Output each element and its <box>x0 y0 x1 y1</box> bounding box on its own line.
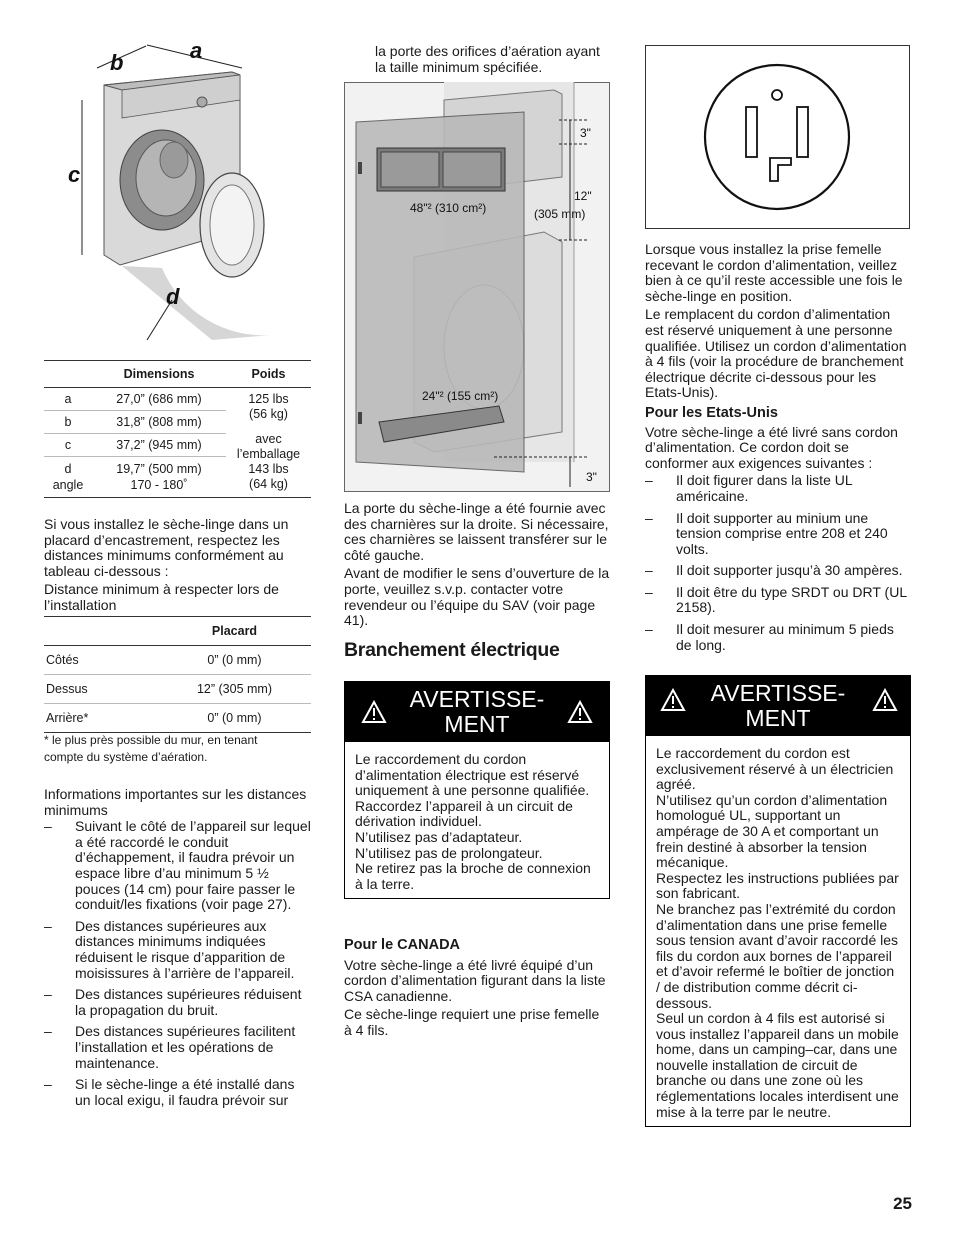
warning-header <box>646 676 910 736</box>
dim-header-blank <box>44 361 92 388</box>
dim-row-value-line: 170 - 180˚ <box>130 478 188 492</box>
warning-triangle-icon <box>660 688 686 712</box>
vent-upper-area: 48"² (310 cm²) <box>410 201 487 215</box>
placard-table <box>44 616 311 733</box>
us-requirement: – Il doit être du type SRDT ou DRT (UL 2158). <box>645 585 911 616</box>
dryer-dimensions-figure <box>62 40 292 345</box>
info-list <box>44 819 312 1108</box>
warning-title-line: AVERTISSE- <box>409 686 545 712</box>
dim-mid-mm: (305 mm) <box>534 207 586 221</box>
weight-line: avec <box>255 432 282 446</box>
outlet-p2: Le remplacent du cordon d’alimentation est réservé uniquement à une personne qualifiée. Utilisez un cordon d’alimentation à 4 fils (voir la procédure de branchement électrique décrite ci-dessous pour les Etats-Unis). <box>645 306 907 401</box>
placard-row-key: Dessus <box>44 675 158 704</box>
placard-row-key: Arrière* <box>44 704 158 733</box>
us-requirement: – Il doit figurer dans la liste UL américaine. <box>645 473 911 504</box>
warning-title-line: MENT <box>745 705 811 731</box>
us-paragraph: Votre sèche-linge a été livré sans cordon d’alimentation. Ce cordon doit se conformer aux exigences suivantes : <box>645 423 898 471</box>
info-list-item: – Si le sèche-linge a été installé dans un local exigu, il faudra prévoir sur <box>44 1077 312 1108</box>
info-list-item: – Des distances supérieures réduisent la propagation du bruit. <box>44 987 312 1018</box>
right-text-block <box>645 242 911 659</box>
outlet-p1: Lorsque vous installez la prise femelle recevant le cordon d’alimentation, veillez bien à ce qu’il reste accessible une fois le sèche-linge en position. <box>645 241 903 304</box>
warning-line: Respectez les instructions publiées par son fabricant. <box>656 869 899 902</box>
dim-row-key: c <box>44 434 92 457</box>
us-requirement: – Il doit mesurer au minimum 5 pieds de long. <box>645 622 911 653</box>
warning-triangle-icon <box>872 688 898 712</box>
page-number: 25 <box>893 1194 912 1213</box>
warning-line: N’utilisez qu’un cordon d’alimentation homologué UL, supportant un ampérage de 30 A et comportant un frein destiné à absorber la tension mécanique. <box>656 791 888 871</box>
weight-cell <box>226 388 311 498</box>
min-distance-caption: Distance minimum à respecter lors de l’installation <box>44 581 279 613</box>
footnote: * le plus près possible du mur, en tenant compte du système d’aération. <box>44 733 258 764</box>
weight-line: 125 lbs <box>248 392 289 406</box>
warning-triangle-icon <box>361 700 387 724</box>
warning-line: Le raccordement du cordon d’alimentation électrique est réservé uniquement à une personne qualifiée. <box>355 751 590 799</box>
warning-title-line: MENT <box>444 711 510 737</box>
canada-title: Pour le CANADA <box>344 937 461 953</box>
vent-caption: la porte des orifices d’aération ayant la taille minimum spécifiée. <box>375 43 600 75</box>
weight-line: 143 lbs <box>248 462 289 476</box>
dim-row-value: 27,0” (686 mm) <box>92 388 226 411</box>
weight-line: l’emballage <box>236 447 301 461</box>
dim-row-value: 37,2” (945 mm) <box>92 434 226 457</box>
weight-line: (64 kg) <box>249 477 288 491</box>
warning-title-line: AVERTISSE- <box>710 680 846 706</box>
outlet-receptacle-figure <box>645 45 910 229</box>
door-hinge-text <box>344 501 610 629</box>
dim-row-value-line: 19,7” (500 mm) <box>116 462 202 476</box>
info-list-item: – Des distances supérieures aux distances minimums indiquées réduisent le risque d’apparition de moisissures à l’arrière de l’appareil. <box>44 919 312 981</box>
dim-row-key-line: angle <box>52 478 84 492</box>
vent-lower-area: 24"² (155 cm²) <box>422 389 499 403</box>
dim-row-key: a <box>44 388 92 411</box>
warning-body <box>646 736 910 1126</box>
dim-row-value: 31,8” (808 mm) <box>92 411 226 434</box>
placard-header: Placard <box>158 617 311 646</box>
placard-row-key: Côtés <box>44 646 158 675</box>
us-title: Pour les Etats-Unis <box>645 404 778 421</box>
hinge-p1: La porte du sèche-linge a été fournie avec des charnières sur la droite. Si nécessaire, ces charnières se laissent transférer sur le côté gauche. <box>344 500 609 563</box>
dim-label-a: a <box>190 40 203 63</box>
warning-line: Ne branchez pas l’extrémité du cordon d’alimentation dans une prise femelle sous tension avant d’avoir raccordé les fils du cordon aux bornes de l’appareil et d’avoir refermé le boîtier de jonction / de distribution comme décrit ci-dessous. <box>656 900 899 1011</box>
warning-line: Seul un cordon à 4 fils est autorisé si vous installez l’appareil dans un mobile home, dans un camping–car, dans une nouvelle installation de circuit de branche ou dans une zone où les réglementations locales interdisent une mise à la terre par le neutre. <box>656 1010 899 1120</box>
dimensions-table <box>44 360 311 498</box>
dim-top: 3" <box>580 126 591 140</box>
info-title: Informations importantes sur les distances minimums <box>44 786 307 818</box>
section-heading-electrical: Branchement électrique <box>344 639 560 661</box>
dim-label-d: d <box>166 284 180 309</box>
warning-line: N’utilisez pas de prolongateur. <box>355 844 543 861</box>
closet-ventilation-figure <box>344 82 610 492</box>
warning-triangle-icon <box>567 700 593 724</box>
dim-header-dimensions: Dimensions <box>92 361 226 388</box>
dim-row-key: b <box>44 411 92 434</box>
info-list-item: – Des distances supérieures facilitent l’installation et les opérations de maintenance. <box>44 1024 312 1071</box>
warning-line: Raccordez l’appareil à un circuit de dérivation individuel. <box>355 797 573 830</box>
us-requirements-list <box>645 473 911 653</box>
us-requirement: – Il doit supporter au minium une tension comprise entre 208 et 240 volts. <box>645 511 911 558</box>
placard-header-blank <box>44 617 158 646</box>
dim-row-key-line: d <box>64 462 72 476</box>
dim-row-value <box>92 457 226 498</box>
dim-header-weight: Poids <box>226 361 311 388</box>
placard-row-value: 0” (0 mm) <box>158 646 311 675</box>
dim-row-key <box>44 457 92 498</box>
placard-row-value: 12” (305 mm) <box>158 675 311 704</box>
dim-mid-inches: 12" <box>574 189 592 203</box>
canada-section <box>344 938 610 1039</box>
warning-body <box>345 742 609 898</box>
canada-p2: Ce sèche-linge requiert une prise femelle à 4 fils. <box>344 1006 600 1038</box>
left-text-block <box>44 517 312 614</box>
dim-label-b: b <box>110 50 124 75</box>
warning-line: N’utilisez pas d’adaptateur. <box>355 828 523 845</box>
warning-box-middle <box>344 681 610 899</box>
warning-line: Ne retirez pas la broche de connexion à la terre. <box>355 860 591 892</box>
hinge-p2: Avant de modifier le sens d’ouverture de la porte, veuillez s.v.p. contacter votre revendeur ou l’équipe du SAV (voir page 41). <box>344 565 610 629</box>
us-requirement: – Il doit supporter jusqu’à 30 ampères. <box>645 563 911 579</box>
placard-row-value: 0” (0 mm) <box>158 704 311 733</box>
warning-box-right <box>645 675 911 1127</box>
weight-line: (56 kg) <box>249 407 288 421</box>
warning-line: Le raccordement du cordon est exclusivement réservé à un électricien agréé. <box>656 745 894 793</box>
dim-label-c: c <box>68 162 81 187</box>
dim-bottom: 3" <box>586 470 597 484</box>
warning-header <box>345 682 609 742</box>
closet-intro: Si vous installez le sèche-linge dans un placard d’encastrement, respectez les distances minimums conformément au tableau ci-dessous : <box>44 516 289 579</box>
info-list-item: – Suivant le côté de l’appareil sur lequel a été raccordé le conduit d’échappement, il faudra prévoir un espace libre d’au minimum 5 ½ pouces (14 cm) pour faire passer le conduit/les fixations (voir page 27). <box>44 819 312 913</box>
canada-p1: Votre sèche-linge a été livré équipé d’un cordon d’alimentation figurant dans la liste CSA canadienne. <box>344 956 606 1004</box>
min-distance-info <box>44 787 312 1114</box>
